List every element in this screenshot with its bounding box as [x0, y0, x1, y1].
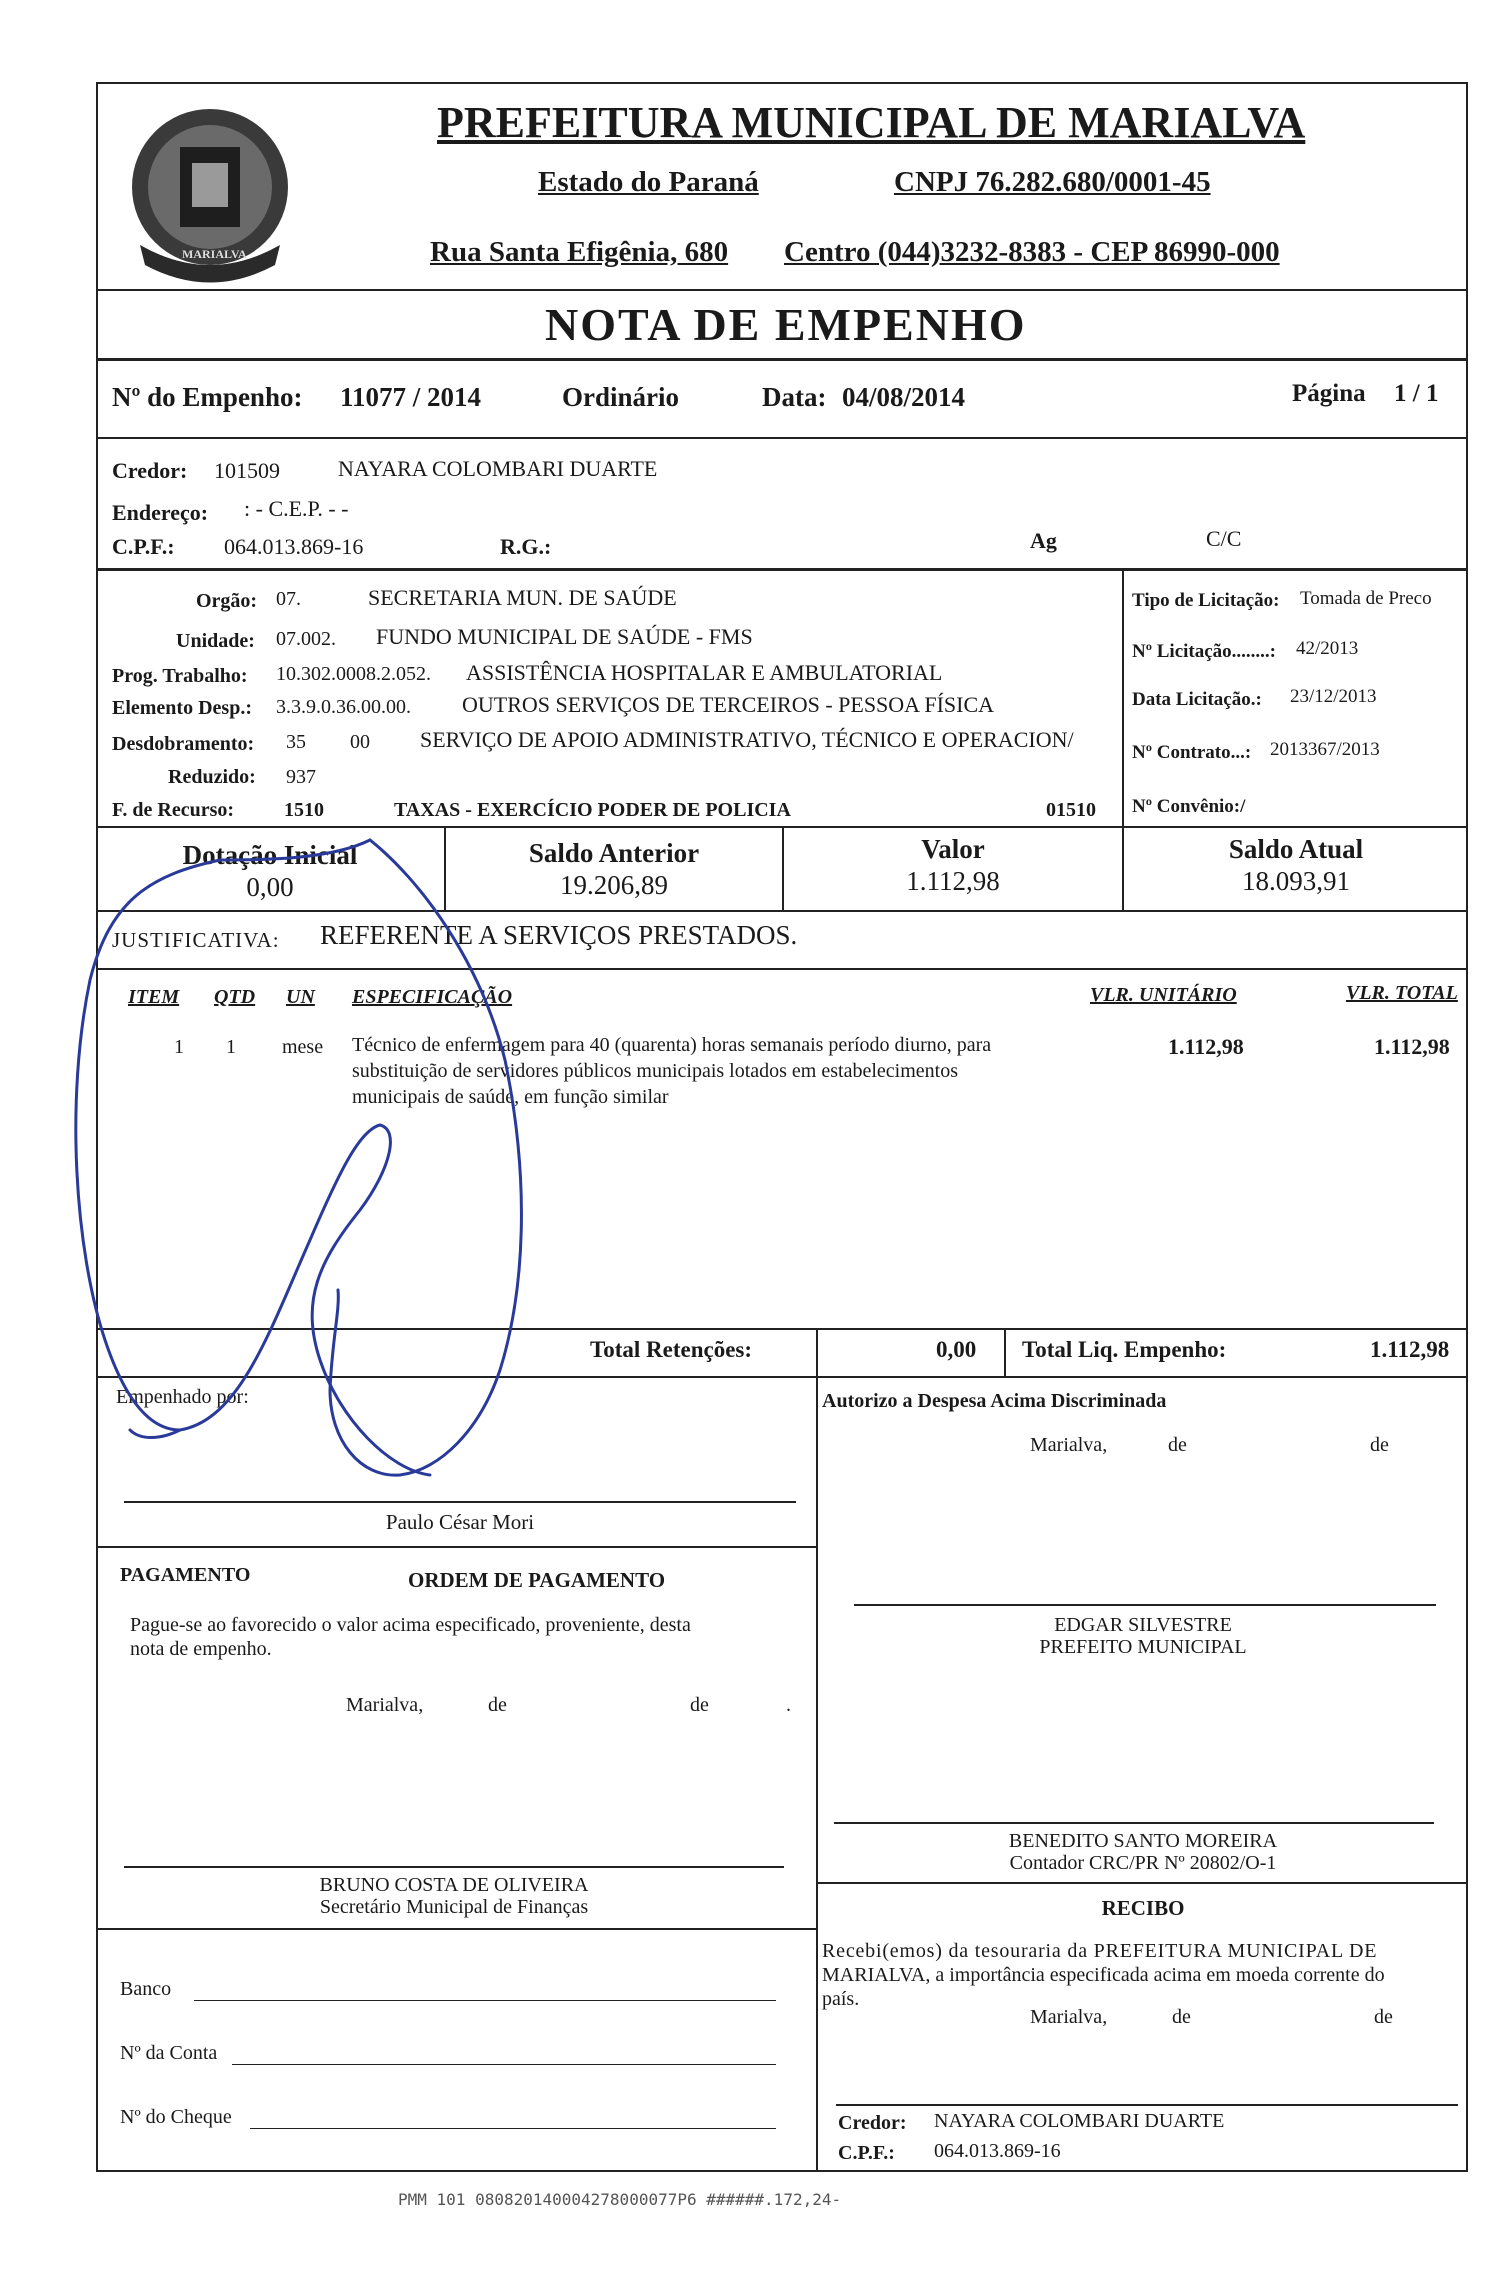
fonte-label: F. de Recurso:: [112, 799, 235, 821]
secretario-name: BRUNO COSTA DE OLIVEIRA: [319, 1874, 589, 1896]
recibo-credor-label: Credor:: [838, 2112, 907, 2134]
col-item: ITEM: [128, 986, 180, 1008]
banco-field[interactable]: [194, 2000, 776, 2001]
desdobramento-code: 35: [286, 731, 306, 753]
recibo-text-3: país.: [822, 1988, 860, 2010]
credor-name: NAYARA COLOMBARI DUARTE: [338, 456, 658, 481]
conta-field[interactable]: [232, 2064, 776, 2065]
fonte-desc: TAXAS - EXERCÍCIO PODER DE POLICIA: [394, 799, 791, 821]
total-liquido-value: 1.112,98: [1370, 1337, 1450, 1362]
recibo-title: RECIBO: [1101, 1896, 1185, 1920]
licitacao-num-value: 42/2013: [1296, 638, 1359, 659]
orgao-label: Orgão:: [196, 590, 258, 612]
page-value: 1 / 1: [1394, 380, 1439, 407]
ordem-pagamento-label: ORDEM DE PAGAMENTO: [408, 1568, 666, 1592]
desdobramento-sub: 00: [350, 731, 370, 753]
row-qtd: 1: [226, 1036, 236, 1058]
saldo-atual-label: Saldo Atual: [1228, 834, 1364, 864]
recibo-cpf-label: C.P.F.:: [838, 2142, 895, 2164]
data-licitacao-value: 23/12/2013: [1290, 686, 1377, 707]
tipo-licitacao-value: Tomada de Preco: [1300, 588, 1432, 609]
total-liquido-label: Total Liq. Empenho:: [1022, 1337, 1227, 1362]
empenho-number-label: Nº do Empenho:: [112, 382, 303, 412]
col-vlr-unitario: VLR. UNITÁRIO: [1090, 984, 1237, 1006]
saldo-anterior-value: 19.206,89: [560, 870, 668, 900]
total-retencoes-value: 0,00: [936, 1337, 977, 1362]
state-name: Estado do Paraná: [538, 166, 759, 198]
autorizo-text: Autorizo a Despesa Acima Discriminada: [822, 1390, 1167, 1412]
prog-code: 10.302.0008.2.052.: [276, 663, 431, 685]
prefeito-role: PREFEITO MUNICIPAL: [1039, 1636, 1247, 1658]
pagamento-text-1: Pague-se ao favorecido o valor acima especificado, proveniente, desta: [130, 1614, 691, 1636]
crest-text: MARIALVA: [182, 247, 247, 261]
footer-code: PMM 101 080820140004278000077P6 ######.172,24-: [398, 2190, 842, 2209]
col-vlr-total: VLR. TOTAL: [1346, 982, 1458, 1004]
autorizo-de-2: de: [1370, 1434, 1389, 1456]
empenhado-por-name: Paulo César Mori: [385, 1510, 535, 1534]
row-desc-line2: substituição de servidores públicos municipais lotados em estabelecimentos: [352, 1060, 958, 1082]
valor-label: Valor: [921, 834, 985, 864]
recibo-place: Marialva,: [1030, 2006, 1108, 2028]
row-desc-line1: Técnico de enfermagem para 40 (quarenta) horas semanais período diurno, para: [352, 1034, 992, 1056]
page-title: PREFEITURA MUNICIPAL DE MARIALVA: [437, 98, 1306, 147]
col-especificacao: ESPECIFICAÇÃO: [352, 986, 513, 1008]
ag-label: Ag: [1030, 528, 1057, 553]
recibo-text-1: Recebi(emos) da tesouraria da PREFEITURA MUNICIPAL DE: [822, 1940, 1378, 1962]
pagamento-label: PAGAMENTO: [120, 1564, 251, 1586]
dotacao-inicial-value: 0,00: [246, 872, 294, 902]
reduzido-code: 937: [286, 766, 316, 788]
valor-value: 1.112,98: [906, 866, 1000, 896]
page-label: Página: [1292, 380, 1366, 407]
data-licitacao-label: Data Licitação.:: [1132, 689, 1262, 710]
contrato-label: Nº Contrato...:: [1132, 742, 1252, 763]
crest-logo: [110, 95, 310, 295]
pagamento-de-1: de: [488, 1694, 507, 1716]
empenho-type: Ordinário: [562, 382, 680, 412]
pagamento-text-2: nota de empenho.: [130, 1638, 272, 1660]
credor-label: Credor:: [112, 458, 188, 483]
banco-label: Banco: [120, 1978, 172, 2000]
recibo-credor-value: NAYARA COLOMBARI DUARTE: [934, 2110, 1225, 2132]
dotacao-inicial-label: Dotação Inicial: [182, 840, 358, 870]
autorizo-de-1: de: [1168, 1434, 1187, 1456]
cheque-field[interactable]: [250, 2128, 776, 2129]
elemento-label: Elemento Desp.:: [112, 697, 252, 719]
fonte-code-2: 01510: [1046, 799, 1096, 821]
address: Rua Santa Efigênia, 680: [430, 236, 729, 268]
col-qtd: QTD: [214, 986, 256, 1008]
elemento-desc: OUTROS SERVIÇOS DE TERCEIROS - PESSOA FÍSICA: [462, 692, 995, 717]
recibo-de-2: de: [1374, 2006, 1393, 2028]
convenio-label: Nº Convênio:/: [1132, 796, 1246, 817]
prog-label: Prog. Trabalho:: [112, 665, 248, 687]
pagamento-dot: .: [786, 1694, 791, 1716]
conta-label: Nº da Conta: [120, 2042, 218, 2064]
autorizo-place: Marialva,: [1030, 1434, 1108, 1456]
pagamento-de-2: de: [690, 1694, 709, 1716]
pagamento-place: Marialva,: [346, 1694, 424, 1716]
date-label: Data:: [762, 382, 827, 412]
empenho-number: 11077 / 2014: [340, 382, 482, 412]
rg-label: R.G.:: [500, 534, 552, 559]
cpf-label: C.P.F.:: [112, 534, 175, 559]
district-phone: Centro (044)3232-8383 - CEP 86990-000: [784, 236, 1280, 268]
unidade-desc: FUNDO MUNICIPAL DE SAÚDE - FMS: [376, 624, 753, 649]
endereco-value: : - C.E.P. - -: [244, 496, 349, 521]
tipo-licitacao-label: Tipo de Licitação:: [1132, 590, 1280, 611]
endereco-label: Endereço:: [112, 500, 209, 525]
date-value: 04/08/2014: [842, 382, 966, 412]
document-title: NOTA DE EMPENHO: [545, 299, 1027, 350]
desdobramento-desc: SERVIÇO DE APOIO ADMINISTRATIVO, TÉCNICO E OPERACION/: [420, 727, 1074, 752]
secretario-role: Secretário Municipal de Finanças: [319, 1896, 589, 1918]
row-vlr-unitario: 1.112,98: [1168, 1034, 1244, 1059]
row-un: mese: [282, 1036, 324, 1058]
cc-label: C/C: [1206, 526, 1242, 551]
orgao-code: 07.: [276, 588, 301, 610]
empenhado-por-label: Empenhado por:: [116, 1386, 249, 1408]
justificativa-text: REFERENTE A SERVIÇOS PRESTADOS.: [320, 920, 798, 950]
licitacao-num-label: Nº Licitação........:: [1132, 641, 1276, 662]
reduzido-label: Reduzido:: [168, 766, 256, 788]
contrato-value: 2013367/2013: [1270, 739, 1380, 760]
unidade-code: 07.002.: [276, 628, 336, 650]
recibo-cpf-value: 064.013.869-16: [934, 2140, 1061, 2162]
credor-code: 101509: [214, 458, 280, 483]
contador-name: BENEDITO SANTO MOREIRA: [1008, 1830, 1278, 1852]
row-item: 1: [174, 1036, 184, 1058]
saldo-anterior-label: Saldo Anterior: [528, 838, 700, 868]
contador-role: Contador CRC/PR Nº 20802/O-1: [1009, 1852, 1277, 1874]
cheque-label: Nº do Cheque: [120, 2106, 232, 2128]
orgao-desc: SECRETARIA MUN. DE SAÚDE: [368, 585, 677, 610]
desdobramento-label: Desdobramento:: [112, 733, 255, 755]
justificativa-label: JUSTIFICATIVA:: [112, 928, 280, 952]
recibo-de-1: de: [1172, 2006, 1191, 2028]
prefeito-name: EDGAR SILVESTRE: [1054, 1614, 1232, 1636]
total-retencoes-label: Total Retenções:: [590, 1337, 753, 1362]
row-desc-line3: municipais de saúde, em função similar: [352, 1086, 669, 1108]
cnpj: CNPJ 76.282.680/0001-45: [894, 166, 1211, 198]
prog-desc: ASSISTÊNCIA HOSPITALAR E AMBULATORIAL: [466, 660, 943, 685]
elemento-code: 3.3.9.0.36.00.00.: [276, 696, 411, 718]
saldo-atual-value: 18.093,91: [1242, 866, 1350, 896]
unidade-label: Unidade:: [176, 630, 255, 652]
row-vlr-total: 1.112,98: [1374, 1034, 1450, 1059]
col-un: UN: [286, 986, 315, 1008]
fonte-code: 1510: [284, 799, 324, 821]
recibo-text-2: MARIALVA, a importância especificada acima em moeda corrente do: [822, 1964, 1385, 1986]
cpf-value: 064.013.869-16: [224, 534, 364, 559]
